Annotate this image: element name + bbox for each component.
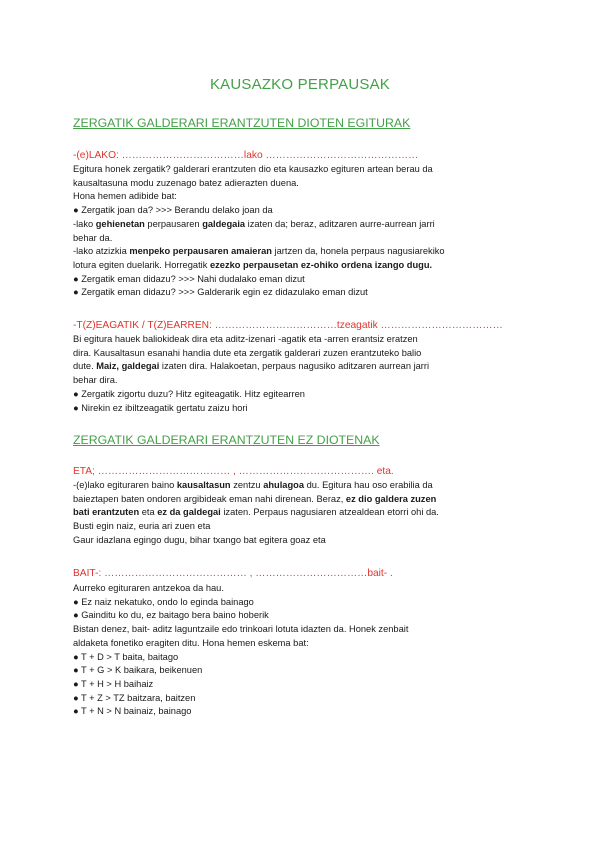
subheading-eta: ETA; ………………………………… , …………………………………. eta. <box>73 466 394 477</box>
example-line: Gaur idazlana egingo dugu, bihar txango bat egitera goaz eta <box>73 534 326 545</box>
text-line: Egitura honek zergatik? galderari erantzuten dio eta kausazko egituren artean berau da <box>73 164 433 174</box>
text-line: kausaltasuna modu zuzenago batez adierazten duena. <box>73 177 299 188</box>
text-line: Bistan denez, bait- aditz laguntzaile edo trinkoari lotuta idazten da. Honek zenbait <box>73 624 409 635</box>
example-bullet: ● Zergatik zigortu duzu? Hitz egiteagatik. Hitz egitearren <box>73 388 305 399</box>
page-title: KAUSAZKO PERPAUSAK <box>209 76 391 93</box>
text-line: Hona hemen adibide bat: <box>73 191 177 202</box>
text-line: Aurreko egituraren antzekoa da hau. <box>73 583 224 593</box>
text-line: -lako atzizkia menpeko perpausaren amaieran jartzen da, honela perpaus nagusiarekiko <box>73 246 445 257</box>
text-line: -(e)lako egituraren baino kausaltasun zentzu ahulagoa du. Egitura hau oso erabilia da <box>73 480 433 490</box>
text-line: lotura egiten duelarik. Horregatik ezezko perpausetan ez-ohiko ordena izango dugu. <box>73 259 433 270</box>
text-line: bati erantzuten eta ez da galdegai izaten. Perpaus nagusiaren atzealdean etorri ohi da. <box>73 507 439 518</box>
section-heading-zergatik-erantzuten: ZERGATIK GALDERARI ERANTZUTEN DIOTEN EGITURAK <box>73 116 411 130</box>
example-line: Busti egin naiz, euria ari zuen eta <box>73 521 211 532</box>
example-bullet: ● Nirekin ez ibiltzeagatik gertatu zaizu hori <box>73 402 248 413</box>
eta-paragraph <box>73 479 533 548</box>
text-line: -lako gehienetan perpausaren galdegaia izaten da; beraz, aditzaren aurre-aurrean jarri <box>73 218 435 229</box>
text-line: dute. Maiz, galdegai izaten dira. Halakoetan, perpaus nagusiko aditzaren aurrean jarri <box>73 361 430 372</box>
text-line: behar dira. <box>73 375 118 386</box>
scheme-bullet: ● T + D > T baita, baitago <box>73 651 179 662</box>
bait-paragraph <box>73 582 533 719</box>
example-bullet: ● Gainditu ko du, ez baitago bera baino hoberik <box>73 610 269 621</box>
example-bullet: ● Zergatik eman didazu? >>> Nahi dudalako eman dizut <box>73 273 305 284</box>
text-line: Bi egitura hauek baliokideak dira eta aditz-izenari -agatik eta -arren erantsiz eratzen <box>73 334 418 344</box>
text-line: behar da. <box>73 232 113 243</box>
elako-paragraph <box>73 163 533 300</box>
scheme-bullet: ● T + H > H baihaiz <box>73 678 154 689</box>
tzeagatik-paragraph <box>73 333 533 415</box>
section-heading-ez-diotenak: ZERGATIK GALDERARI ERANTZUTEN EZ DIOTENAK <box>73 433 380 447</box>
subheading-bait: BAIT-: …………………………………… , ……………………………bait- . <box>73 568 393 579</box>
scheme-bullet: ● T + G > K baikara, beikenuen <box>73 665 203 676</box>
subheading-elako: -(e)LAKO: ………………………………lako ……………………………………… <box>73 150 419 161</box>
example-bullet: ● Zergatik eman didazu? >>> Galderarik egin ez didazulako eman dizut <box>73 287 368 298</box>
scheme-bullet: ● T + N > N bainaiz, bainago <box>73 706 192 717</box>
text-line: baieztapen baten ondoren argibideak eman nahi direnean. Beraz, ez dio galdera zuzen <box>73 493 437 504</box>
example-bullet: ● Ez naiz nekatuko, ondo lo eginda bainago <box>73 596 254 607</box>
text-line: aldaketa fonetiko eragiten ditu. Hona hemen eskema bat: <box>73 637 309 648</box>
subheading-tzeagatik: -T(Z)EAGATIK / T(Z)EARREN: ………………………………tzeagatik ……………………………… <box>73 320 503 331</box>
example-bullet: ● Zergatik joan da? >>> Berandu delako joan da <box>73 205 273 216</box>
text-line: dira. Kausaltasun esanahi handia dute eta zergatik galderari zuzen erantzuteko balio <box>73 347 422 358</box>
scheme-bullet: ● T + Z > TZ baitzara, baitzen <box>73 692 196 703</box>
